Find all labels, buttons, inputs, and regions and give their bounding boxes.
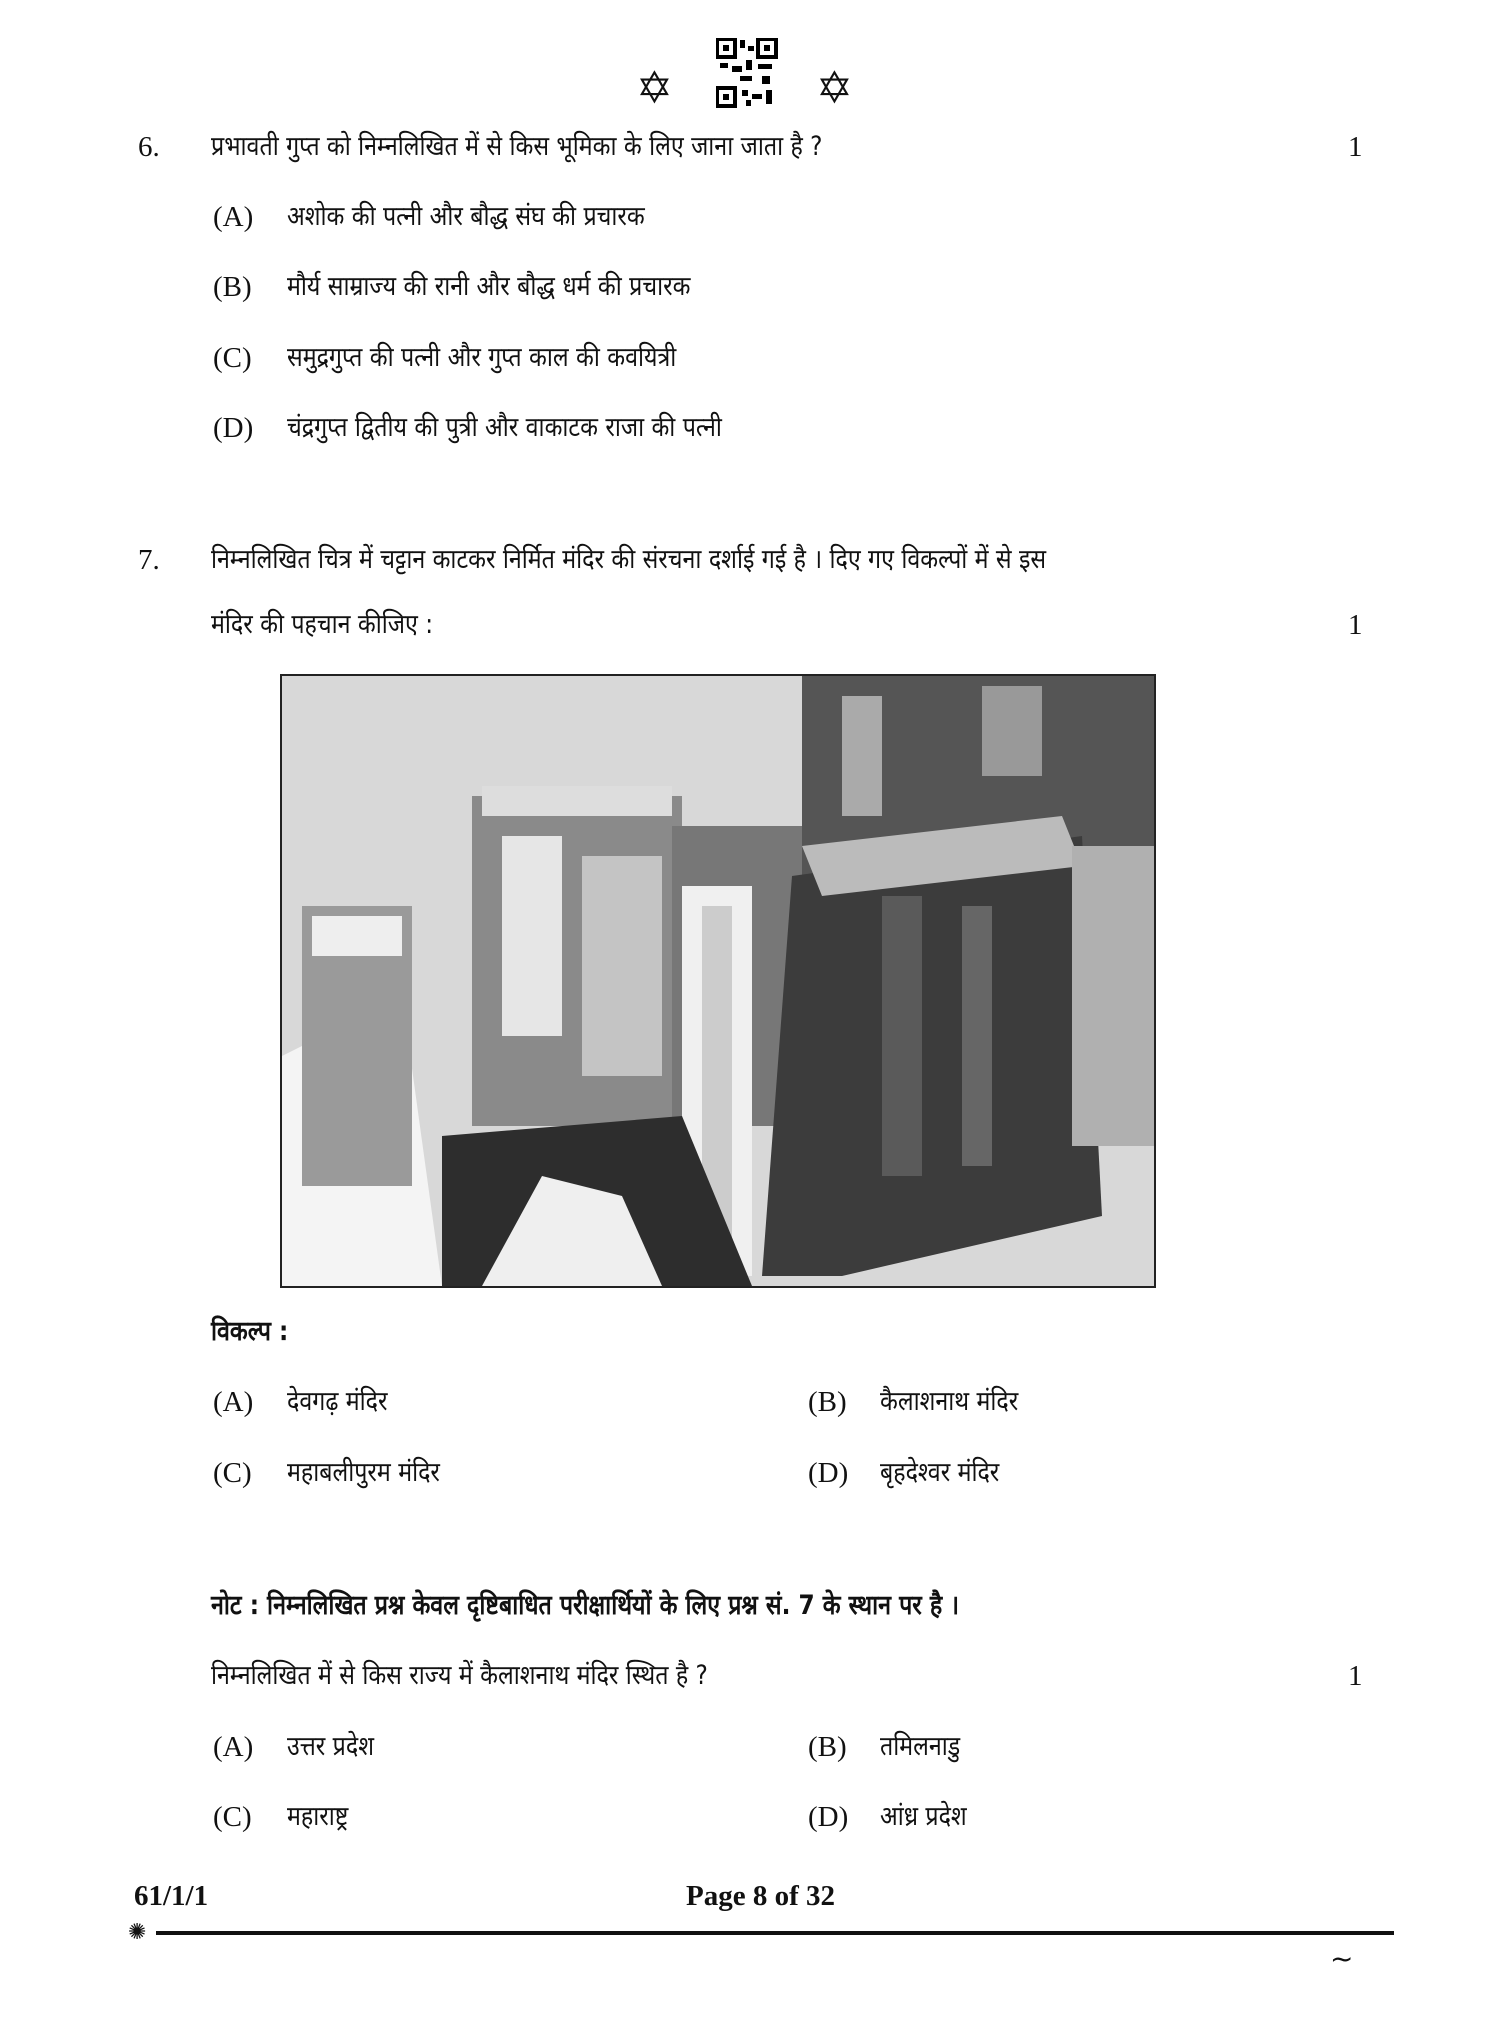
option-label: (C) <box>213 1801 252 1833</box>
qr-code-icon <box>716 38 778 113</box>
footer-flower-icon: ✺ <box>128 1920 147 1945</box>
option-label: (D) <box>808 1457 849 1489</box>
page-number: Page 8 of 32 <box>686 1880 835 1912</box>
star-of-david-icon: ✡ <box>636 63 673 114</box>
question-marks: 1 <box>1348 1660 1363 1692</box>
option-text: मौर्य साम्राज्य की रानी और बौद्ध धर्म की प्रचारक <box>287 271 691 302</box>
option-label: (B) <box>808 1386 847 1418</box>
question-marks: 1 <box>1348 131 1363 163</box>
star-of-david-icon: ✡ <box>816 63 853 114</box>
options-heading: विकल्प : <box>211 1316 289 1347</box>
question-number: 6. <box>138 131 160 163</box>
temple-photo <box>280 674 1156 1288</box>
option-text: कैलाशनाथ मंदिर <box>880 1386 1019 1417</box>
option-text: तमिलनाडु <box>880 1731 961 1762</box>
option-text: महाबलीपुरम मंदिर <box>287 1457 440 1488</box>
question-text-line1: निम्नलिखित चित्र में चट्टान काटकर निर्मित मंदिर की संरचना दर्शाई गई है । दिए गए विकल्पों में से इस <box>211 544 1047 575</box>
option-text: देवगढ़ मंदिर <box>287 1386 388 1417</box>
question-text-line2: मंदिर की पहचान कीजिए : <box>211 609 434 640</box>
option-label: (B) <box>808 1731 847 1763</box>
option-text: आंध्र प्रदेश <box>880 1801 967 1832</box>
corner-mark: ~ <box>1330 1942 1354 1975</box>
question-text: प्रभावती गुप्त को निम्नलिखित में से किस भूमिका के लिए जाना जाता है ? <box>211 131 823 162</box>
option-text: बृहदेश्वर मंदिर <box>880 1457 1000 1488</box>
note-text: नोट : निम्नलिखित प्रश्न केवल दृष्टिबाधित परीक्षार्थियों के लिए प्रश्न सं. 7 के स्थान पर है । <box>211 1590 960 1621</box>
option-text: चंद्रगुप्त द्वितीय की पुत्री और वाकाटक राजा की पत्नी <box>287 412 722 443</box>
option-label: (D) <box>808 1801 849 1833</box>
question-number: 7. <box>138 544 160 576</box>
option-text: अशोक की पत्नी और बौद्ध संघ की प्रचारक <box>287 201 645 232</box>
option-label: (B) <box>213 271 252 303</box>
note-question: निम्नलिखित में से किस राज्य में कैलाशनाथ मंदिर स्थित है ? <box>211 1660 708 1691</box>
option-text: उत्तर प्रदेश <box>287 1731 374 1762</box>
option-label: (A) <box>213 1731 254 1763</box>
option-text: महाराष्ट्र <box>287 1801 349 1832</box>
option-label: (D) <box>213 412 254 444</box>
option-label: (C) <box>213 1457 252 1489</box>
option-label: (C) <box>213 342 252 374</box>
question-marks: 1 <box>1348 609 1363 641</box>
paper-code: 61/1/1 <box>134 1880 209 1912</box>
option-label: (A) <box>213 1386 254 1418</box>
footer-divider <box>156 1931 1394 1935</box>
option-text: समुद्रगुप्त की पत्नी और गुप्त काल की कवयित्री <box>287 342 677 373</box>
option-label: (A) <box>213 201 254 233</box>
